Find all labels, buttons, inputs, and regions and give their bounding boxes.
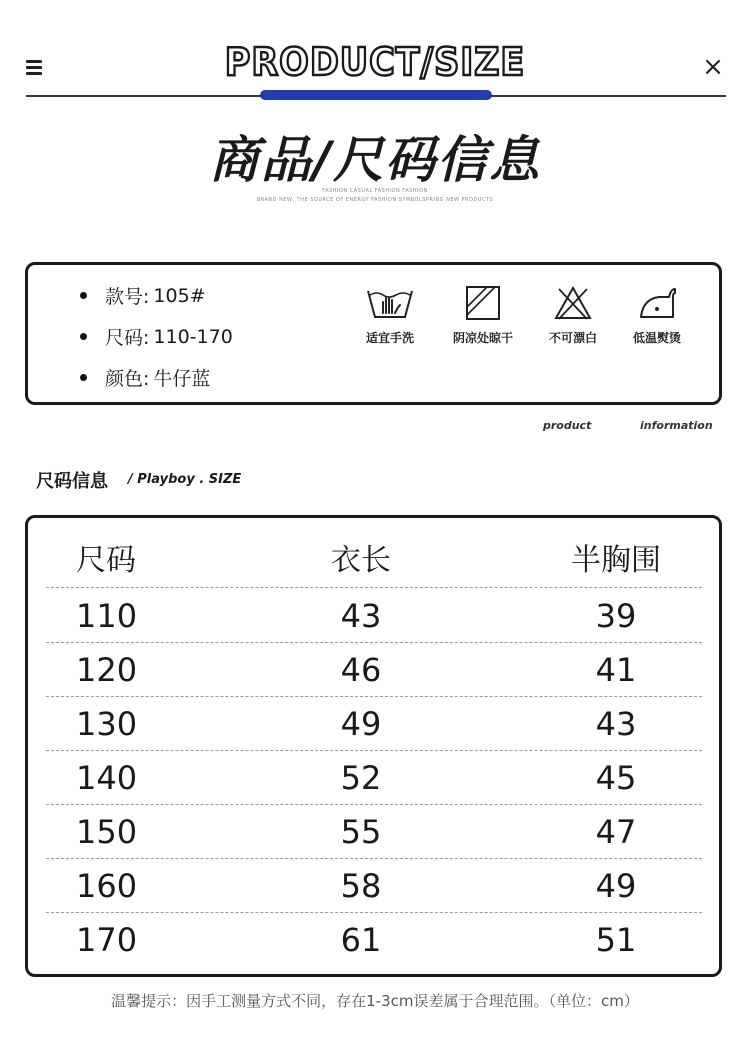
- care-shade-dry: 阴凉处晾干: [438, 285, 528, 346]
- cell-chest: 45: [595, 759, 637, 797]
- caption-information: information: [640, 419, 713, 432]
- tagline-2: BRAND NEW, THE SOURCE OF ENERGY FASHION SYMBOLSPRING NEW PRODUCTS: [256, 197, 494, 203]
- caption-product: product: [543, 419, 592, 432]
- cell-size: 120: [76, 651, 138, 689]
- table-row: [46, 859, 702, 913]
- header-length: 衣长: [331, 543, 391, 578]
- cell-size: 140: [76, 759, 138, 797]
- table-row: [46, 589, 702, 643]
- cell-chest: 39: [595, 597, 637, 635]
- cell-length: 52: [340, 759, 382, 797]
- cell-chest: 43: [595, 705, 637, 743]
- cell-size: 110: [76, 597, 138, 635]
- shade-dry-icon: [463, 285, 503, 321]
- info-item-color: 颜色: 牛仔蓝: [80, 364, 210, 391]
- cell-length: 46: [340, 651, 382, 689]
- size-section-title: 尺码信息: [36, 471, 108, 492]
- page-title: 商品/尺码信息: [208, 131, 542, 189]
- low-iron-icon: [635, 285, 679, 321]
- cell-chest: 41: [595, 651, 637, 689]
- table-row: [46, 805, 702, 859]
- no-bleach-icon: [553, 285, 593, 321]
- measurement-note: 温馨提示：因手工测量方式不同，存在1-3cm误差属于合理范围。（单位：cm）: [111, 992, 639, 1010]
- cell-chest: 47: [595, 813, 637, 851]
- cell-size: 160: [76, 867, 138, 905]
- cell-length: 61: [340, 921, 382, 959]
- header-accent-bar: [260, 90, 492, 100]
- cell-size: 150: [76, 813, 138, 851]
- info-item-size: 尺码: 110-170: [80, 323, 233, 350]
- cell-length: 58: [340, 867, 382, 905]
- header-size: 尺码: [76, 543, 136, 578]
- care-low-iron: 低温熨烫: [612, 285, 702, 346]
- header-chest: 半胸围: [571, 543, 661, 578]
- cell-chest: 49: [595, 867, 637, 905]
- header-title: PRODUCT/SIZE: [224, 40, 526, 84]
- bullet-icon: [80, 374, 87, 381]
- close-icon[interactable]: ×: [702, 52, 724, 82]
- size-section-subtitle: / Playboy . SIZE: [128, 472, 242, 487]
- cell-length: 49: [340, 705, 382, 743]
- table-row: [46, 697, 702, 751]
- hand-wash-icon: [365, 285, 415, 321]
- cell-size: 170: [76, 921, 138, 959]
- care-no-bleach: 不可漂白: [528, 285, 618, 346]
- table-row: [46, 643, 702, 697]
- cell-chest: 51: [595, 921, 637, 959]
- cell-size: 130: [76, 705, 138, 743]
- table-row: [46, 913, 702, 967]
- cell-length: 43: [340, 597, 382, 635]
- info-item-style-no: 款号: 105#: [80, 282, 206, 309]
- table-row: [46, 751, 702, 805]
- bullet-icon: [80, 292, 87, 299]
- tagline-1: FASHION CASUAL FASHION FASHION: [322, 188, 428, 194]
- table-header-row: [46, 534, 702, 588]
- bullet-icon: [80, 333, 87, 340]
- cell-length: 55: [340, 813, 382, 851]
- care-hand-wash: 适宜手洗: [345, 285, 435, 346]
